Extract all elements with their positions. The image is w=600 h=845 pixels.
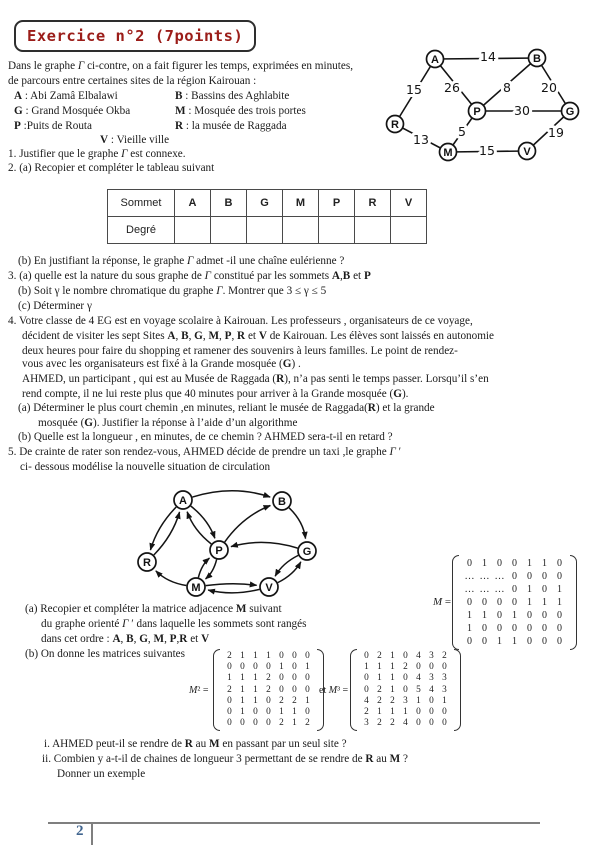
table-cell (319, 217, 355, 244)
question-line: décident de visiter les sept Sites A, B, G, M, P, R et V de Kairouan. Les élèves sont laissés en autonomie (22, 330, 495, 342)
matrix-cell: 0 (442, 718, 447, 729)
matrix-cell: 1 (253, 695, 258, 706)
matrix-cell: 1 (467, 610, 472, 621)
sub-question-line: i. AHMED peut-il se rendre de R au M en passant par un seul site ? (44, 738, 347, 750)
matrix-cell: 0 (253, 718, 258, 729)
table-header-cell: M (283, 190, 319, 217)
matrix-cell: 1 (390, 662, 395, 673)
legend-item: R : la musée de Raggada (175, 120, 287, 132)
matrix-cell: 0 (497, 558, 502, 569)
graph-node-label: V (523, 145, 531, 158)
matrix-cell: 1 (390, 684, 395, 695)
graph-node-label: M (191, 581, 201, 594)
matrix-cell: 0 (279, 673, 284, 684)
table-cell (391, 217, 427, 244)
matrix-cell: 1 (240, 684, 245, 695)
matrix-cell: 0 (253, 662, 258, 673)
matrix-cell: 2 (390, 695, 395, 706)
table-header-cell: P (319, 190, 355, 217)
matrix-cell: 0 (527, 623, 532, 634)
legend-item: M : Mosquée des trois portes (175, 105, 306, 117)
matrix-cell: … (479, 571, 490, 582)
directed-edge (191, 506, 215, 538)
edge-weight: 15 (406, 82, 422, 97)
matrix-cell: 0 (429, 662, 434, 673)
matrix-cell: 4 (364, 695, 369, 706)
matrix-cell: 1 (442, 695, 447, 706)
matrix-cell: 0 (467, 636, 472, 647)
matrix-cell: 1 (266, 651, 271, 661)
question-line: mosquée (G). Justifier la réponse à l’aide d’un algorithme (38, 417, 298, 429)
matrix-cell: 0 (266, 706, 271, 717)
matrix-cell: … (494, 584, 505, 595)
directed-edge (225, 506, 271, 543)
graph-node-label: P (473, 105, 481, 118)
matrix-cell: 0 (305, 651, 310, 661)
matrix-cell: 0 (512, 584, 517, 595)
table-header-cell: Sommet (108, 190, 175, 217)
page-number: 2 (76, 823, 84, 839)
matrix-cell: 2 (279, 718, 284, 729)
matrix-cell: 1 (390, 651, 395, 661)
matrix-cell: 0 (482, 597, 487, 608)
sub-question-line: Donner un exemple (57, 768, 146, 780)
matrix-cell: 0 (292, 651, 297, 661)
matrix-cell: 1 (377, 673, 382, 684)
graph-node-label: V (265, 581, 273, 594)
matrix-cell: 0 (557, 571, 562, 582)
matrix-cell: 1 (542, 597, 547, 608)
matrix-cell: 0 (467, 597, 472, 608)
matrix-cell: 2 (227, 651, 232, 661)
matrix-cell: 0 (467, 558, 472, 569)
matrix-cell: 0 (542, 623, 547, 634)
matrix-cell: 0 (403, 673, 408, 684)
legend-item: B : Bassins des Aghlabite (175, 90, 290, 102)
footer-tick (91, 822, 93, 845)
matrix-cell: 1 (240, 695, 245, 706)
matrix-cell: 0 (292, 673, 297, 684)
graph-node-label: B (278, 495, 286, 508)
graph-node-label: G (565, 105, 575, 118)
matrix-cell: 1 (512, 610, 517, 621)
matrix-cell: 0 (266, 695, 271, 706)
matrix-cell: 0 (240, 662, 245, 673)
matrix-cell: 0 (403, 684, 408, 695)
matrix-cell: 1 (416, 695, 421, 706)
matrix-cell: 1 (292, 718, 297, 729)
matrix-cell: 0 (429, 718, 434, 729)
matrix-cell: 3 (364, 718, 369, 729)
matrix-cell: 0 (542, 571, 547, 582)
matrix-cell: … (464, 571, 475, 582)
question-line: 2. (a) Recopier et compléter le tableau suivant (8, 162, 215, 174)
graph-node-label: B (533, 52, 541, 65)
question-line: ci- dessous modélise la nouvelle situation de circulation (20, 461, 271, 473)
matrix-cell: 2 (377, 684, 382, 695)
matrix-cell: 2 (227, 684, 232, 695)
edge-weight: 5 (458, 124, 466, 139)
table-header-cell: R (355, 190, 391, 217)
edge-weight: 14 (480, 49, 496, 64)
question-line: deux heures pour faire du shopping et ramener des souvenirs à leurs familles. Le point de rendez- (22, 345, 458, 357)
matrix-cell: 5 (416, 684, 421, 695)
question-line: (b) Quelle est la longueur , en minutes, de ce chemin ? AHMED sera-t-il en retard ? (18, 431, 393, 443)
edge-weight: 26 (444, 80, 460, 95)
matrix-cell: 2 (442, 651, 447, 661)
matrix-cell: 0 (292, 662, 297, 673)
matrix-cell: 1 (253, 651, 258, 661)
graph-node-label: P (215, 544, 223, 557)
graph-node-label: G (302, 545, 312, 558)
matrix-cell: 4 (429, 684, 434, 695)
matrix-cell: 0 (497, 623, 502, 634)
table-header-cell: B (211, 190, 247, 217)
graph-node-label: A (179, 494, 187, 507)
legend-item: G : Grand Mosquée Okba (14, 105, 131, 117)
matrix-cell: 0 (364, 684, 369, 695)
matrix-cell: 0 (512, 623, 517, 634)
graph-node-label: R (391, 118, 399, 131)
matrix-cell: 0 (512, 571, 517, 582)
matrix-cell: … (494, 571, 505, 582)
directed-edge (275, 555, 298, 576)
matrix-cell: 2 (292, 695, 297, 706)
matrix-m3 (350, 649, 461, 731)
matrix-cell: 1 (527, 584, 532, 595)
matrix-cell: 1 (305, 695, 310, 706)
matrix-cell: 0 (227, 695, 232, 706)
matrix-cell: 0 (416, 662, 421, 673)
directed-edge (187, 512, 211, 544)
matrix-cell: 2 (266, 673, 271, 684)
table-cell (283, 217, 319, 244)
edge-weight: 13 (413, 132, 429, 147)
question-line: (a) Recopier et compléter la matrice adjacence M suivant (25, 603, 282, 615)
matrix-cell: 0 (305, 673, 310, 684)
matrix-cell: 0 (512, 597, 517, 608)
matrix-m-label: M = (433, 596, 452, 608)
matrix-cell: 0 (557, 610, 562, 621)
matrix-cell: 1 (227, 673, 232, 684)
matrix-cell: 1 (527, 558, 532, 569)
question-line: (b) On donne les matrices suivantes (25, 648, 186, 660)
question-line: 1. Justifier que le graphe Γ est connexe. (8, 148, 186, 160)
directed-edge (278, 562, 301, 583)
matrix-cell: 1 (240, 651, 245, 661)
matrix-cell: 0 (442, 706, 447, 717)
matrix-cell: 0 (292, 684, 297, 695)
matrix-cell: 1 (253, 673, 258, 684)
directed-edge (231, 542, 298, 548)
question-line: 5. De crainte de rater son rendez-vous, AHMED décide de prendre un taxi ,le graphe Γ ′ (8, 446, 402, 458)
matrix-cell: … (464, 584, 475, 595)
page-title: Exercice n°2 (7points) (27, 27, 244, 45)
matrix-cell: 4 (416, 673, 421, 684)
matrix-cell: 0 (364, 673, 369, 684)
matrix-cell: 0 (305, 706, 310, 717)
directed-edge (289, 508, 305, 539)
table-header-cell: G (247, 190, 283, 217)
question-line: du graphe orienté Γ ′ dans laquelle les sommets sont rangés (41, 618, 307, 630)
matrix-cell: 0 (482, 623, 487, 634)
matrix-cell: 0 (364, 651, 369, 661)
matrix-cell: 4 (403, 718, 408, 729)
matrix-cell: 0 (240, 718, 245, 729)
matrix-cell: 2 (377, 651, 382, 661)
matrix-cell: 2 (403, 662, 408, 673)
matrix-cell: 1 (482, 558, 487, 569)
question-line: rend compte, il ne lui reste plus que 40 minutes pour arriver à la Grande mosquée (G). (22, 388, 409, 400)
matrix-cell: 0 (403, 651, 408, 661)
matrix-cell: 0 (227, 706, 232, 717)
matrix-cell: 2 (305, 718, 310, 729)
matrix-cell: 2 (279, 695, 284, 706)
matrix-cell: 0 (482, 636, 487, 647)
matrix-cell: 0 (527, 610, 532, 621)
matrix-cell: 1 (542, 558, 547, 569)
matrix-cell: 0 (542, 584, 547, 595)
edge-weight: 30 (514, 103, 530, 118)
matrix-cell: 1 (467, 623, 472, 634)
directed-edge (206, 584, 257, 586)
edge-weight: 8 (503, 80, 511, 95)
matrix-cell: 0 (266, 662, 271, 673)
graph-node-label: R (143, 556, 151, 569)
table-cell (175, 217, 211, 244)
table-header-cell: A (175, 190, 211, 217)
graph-node-label: A (431, 53, 439, 66)
matrix-cell: 1 (527, 597, 532, 608)
table-header-cell: V (391, 190, 427, 217)
matrix-cell: 1 (305, 662, 310, 673)
matrix-cell: 0 (557, 558, 562, 569)
matrix-cell: 3 (429, 651, 434, 661)
matrix-cell: 1 (253, 684, 258, 695)
matrix-cell: 0 (557, 636, 562, 647)
matrix-cell: 0 (542, 610, 547, 621)
matrix-cell: 1 (390, 673, 395, 684)
matrix-cell: 0 (429, 706, 434, 717)
matrix-cell: 2 (377, 695, 382, 706)
matrix-cell: 0 (266, 718, 271, 729)
question-line: 4. Votre classe de 4 EG est en voyage scolaire à Kairouan. Les professeurs , organisateurs de ce voyage, (8, 315, 473, 327)
table-cell (247, 217, 283, 244)
matrix-cell: 3 (442, 673, 447, 684)
title-box (14, 20, 256, 52)
edge-weight: 15 (479, 143, 495, 158)
matrix-cell: 1 (557, 597, 562, 608)
matrix-cell: 2 (364, 706, 369, 717)
intro-line: de parcours entre certaines sites de la région Kairouan : (8, 75, 257, 87)
matrix-cell: 0 (227, 662, 232, 673)
matrix-cell: 1 (279, 662, 284, 673)
question-line: (b) En justifiant la réponse, le graphe Γ admet -il une chaîne eulérienne ? (18, 255, 345, 267)
table-cell: Degré (108, 217, 175, 244)
edge-weight: 20 (541, 80, 557, 95)
matrix-cell: 1 (240, 673, 245, 684)
legend-item: A : Abi Zamâ Elbalawi (14, 90, 118, 102)
matrix-m3-label: et M³ = (319, 685, 349, 696)
directed-edge (156, 571, 187, 586)
matrix-m2 (213, 649, 324, 731)
directed-edge (208, 589, 259, 592)
graph-node-label: M (443, 146, 453, 159)
matrix-cell: 1 (482, 610, 487, 621)
table-cell (211, 217, 247, 244)
question-line: dans cet ordre : A, B, G, M, P,R et V (41, 633, 210, 645)
matrix-cell: 0 (416, 706, 421, 717)
matrix-cell: 1 (279, 706, 284, 717)
matrix-cell: 0 (497, 610, 502, 621)
matrix-cell: 0 (527, 571, 532, 582)
matrix-cell: 1 (403, 706, 408, 717)
matrix-cell: 1 (292, 706, 297, 717)
directed-edge (198, 558, 209, 577)
legend-item: P :Puits de Routa (14, 120, 93, 132)
matrix-cell: 0 (279, 651, 284, 661)
matrix-cell: 0 (227, 718, 232, 729)
taxi-graph (115, 476, 327, 608)
matrix-cell: … (479, 584, 490, 595)
question-line: AHMED, un participant , qui est au Musée de Raggada (R), n’a pas senti le temps passer. Lorsqu’il s’en (22, 373, 489, 385)
question-line: (b) Soit γ le nombre chromatique du graphe Γ. Montrer que 3 ≤ γ ≤ 5 (18, 285, 327, 297)
matrix-cell: 3 (429, 673, 434, 684)
sub-question-line: ii. Combien y a-t-il de chaines de longueur 3 permettant de se rendre de R au M ? (42, 753, 408, 765)
matrix-cell: 2 (390, 718, 395, 729)
matrix-cell: 1 (557, 584, 562, 595)
legend-item: V : Vieille ville (100, 134, 170, 146)
matrix-cell: 0 (512, 558, 517, 569)
matrix-cell: 0 (542, 636, 547, 647)
matrix-cell: 0 (305, 684, 310, 695)
matrix-cell: 1 (390, 706, 395, 717)
matrix-cell: 0 (253, 706, 258, 717)
matrix-cell: 0 (442, 662, 447, 673)
matrix-cell: 3 (403, 695, 408, 706)
matrix-cell: 2 (377, 718, 382, 729)
degree-table (107, 189, 427, 244)
adjacency-matrix (452, 555, 577, 650)
question-line: (c) Déterminer γ (18, 300, 92, 312)
site-graph (380, 38, 590, 166)
matrix-cell: 1 (497, 636, 502, 647)
directed-edge (206, 560, 217, 579)
matrix-cell: 1 (512, 636, 517, 647)
matrix-cell: 1 (377, 706, 382, 717)
matrix-cell: 3 (442, 684, 447, 695)
matrix-cell: 1 (377, 662, 382, 673)
matrix-cell: 1 (240, 706, 245, 717)
matrix-cell: 4 (416, 651, 421, 661)
directed-edge (192, 491, 270, 497)
matrix-cell: 0 (279, 684, 284, 695)
matrix-cell: 0 (527, 636, 532, 647)
matrix-cell: 0 (497, 597, 502, 608)
matrix-cell: 1 (364, 662, 369, 673)
matrix-cell: 0 (429, 695, 434, 706)
matrix-cell: 0 (416, 718, 421, 729)
intro-line: Dans le graphe Γ ci-contre, on a fait figurer les temps, exprimées en minutes, (8, 60, 353, 72)
edge-weight: 19 (548, 125, 564, 140)
matrix-cell: 2 (266, 684, 271, 695)
question-line: 3. (a) quelle est la nature du sous graphe de Γ constitué par les sommets A,B et P (8, 270, 371, 282)
question-line: vous avec les organisateurs est fixé à la Grande mosquée (G) . (22, 358, 301, 370)
matrix-m2-label: M² = (189, 685, 209, 696)
footer-rule (48, 822, 540, 824)
question-line: (a) Déterminer le plus court chemin ,en minutes, reliant le musée de Raggada(R) et la grande (18, 402, 435, 414)
table-cell (355, 217, 391, 244)
matrix-cell: 0 (557, 623, 562, 634)
